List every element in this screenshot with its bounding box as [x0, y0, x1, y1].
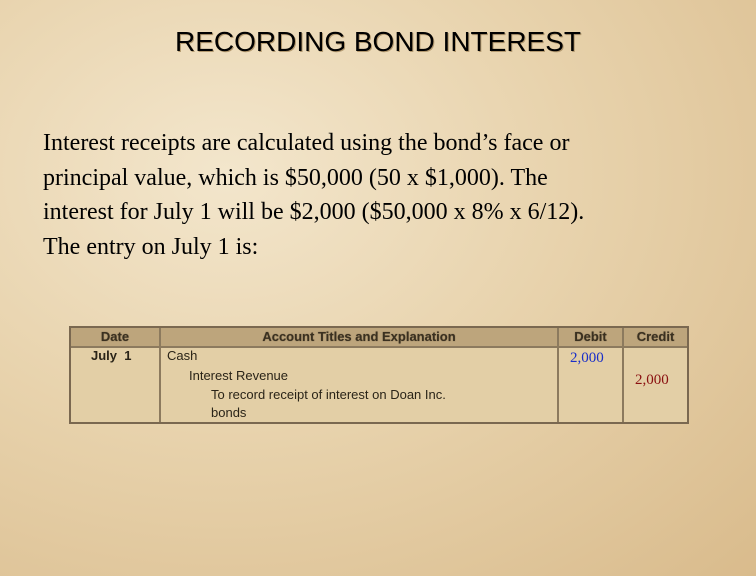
- body-line: The entry on July 1 is:: [43, 233, 259, 260]
- header-date: Date: [100, 329, 130, 344]
- debit-amount: 2,000: [570, 350, 604, 366]
- slide-title: RECORDING BOND INTEREST: [174, 26, 582, 57]
- header-credit: Credit: [636, 329, 675, 344]
- entry-date: July 1: [91, 348, 132, 363]
- header-debit: Debit: [574, 329, 607, 344]
- explanation-line: To record receipt of interest on Doan Inc.: [211, 387, 446, 402]
- body-line: interest for July 1 will be $2,000 ($50,000 x 8% x 6/12).: [43, 199, 585, 225]
- body-text: [43, 126, 733, 264]
- journal-entry-table: [69, 326, 689, 424]
- debit-account: Cash: [167, 348, 198, 363]
- header-account: Account Titles and Explanation: [262, 329, 456, 344]
- explanation-line: bonds: [211, 405, 247, 420]
- credit-account: Interest Revenue: [189, 368, 289, 383]
- body-line: Interest receipts are calculated using the bond’s face or: [43, 130, 570, 156]
- credit-amount: 2,000: [635, 372, 669, 388]
- body-line: principal value, which is $50,000 (50 x $1,000). The: [43, 164, 548, 191]
